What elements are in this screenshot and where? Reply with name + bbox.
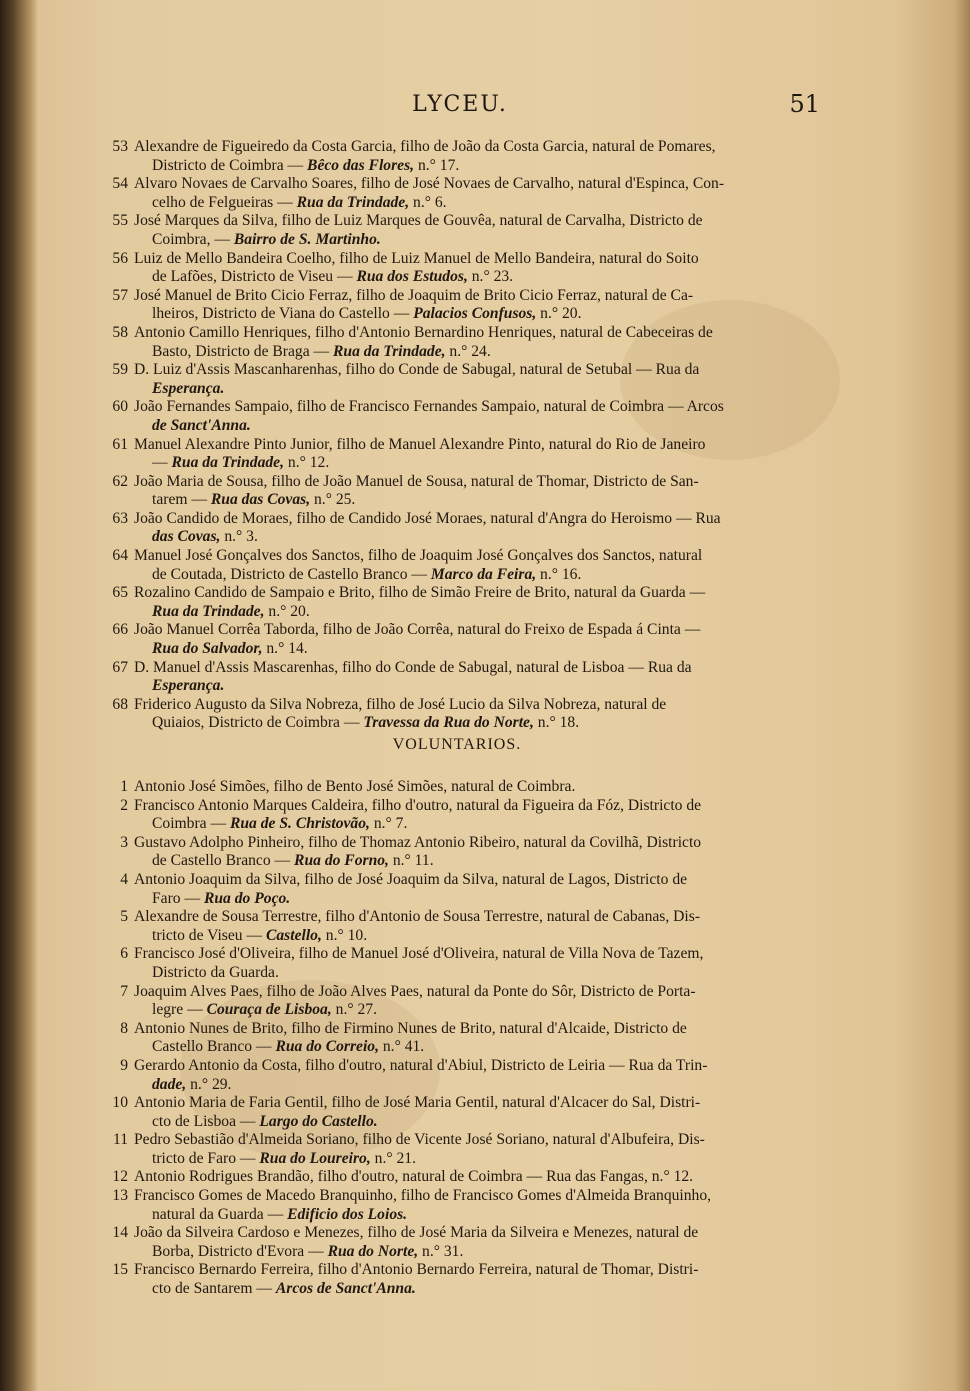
- entry-continuation: [134, 640, 810, 659]
- entry-number: 66: [112, 621, 128, 639]
- entry-continuation: [134, 454, 810, 473]
- entry-address: Rua do Norte,: [327, 1242, 419, 1260]
- entry-continuation: [134, 231, 810, 250]
- entry-continuation-text: legre —: [152, 1001, 207, 1019]
- entry-continuation: [134, 677, 810, 696]
- student-entry: [104, 584, 810, 621]
- entry-continuation-text: cto de Santarem —: [152, 1280, 276, 1298]
- entry-continuation-text: Castello Branco —: [152, 1038, 276, 1056]
- entry-continuation-text: tricto de Viseu —: [152, 926, 266, 944]
- entry-continuation: [134, 1076, 810, 1095]
- volunteer-entry: [104, 1187, 810, 1224]
- entry-text: João Maria de Sousa, filho de João Manuel de Sousa, natural de Thomar, Districto de San-: [134, 472, 699, 490]
- entry-number: 60: [112, 398, 128, 416]
- volunteer-entry: [104, 1224, 810, 1261]
- entry-house-number: n.° 41.: [378, 1038, 425, 1056]
- entry-address: Rua da Trindade,: [152, 602, 265, 620]
- entry-continuation-text: de Castello Branco —: [152, 852, 295, 870]
- entry-address: Rua da Trindade,: [171, 454, 284, 472]
- entry-address: Esperança.: [152, 379, 225, 397]
- entry-number: 65: [112, 584, 128, 602]
- entry-address: Castello,: [265, 926, 322, 944]
- entry-address: Travessa da Rua do Norte,: [363, 714, 534, 732]
- entry-number: 4: [120, 870, 128, 888]
- entry-continuation: [134, 1243, 810, 1262]
- entry-address: Rua de S. Christovão,: [229, 815, 370, 833]
- entry-continuation: [134, 1206, 810, 1225]
- entry-text: Alvaro Novaes de Carvalho Soares, filho de José Novaes de Carvalho, natural d'Espinca, Con-: [134, 175, 725, 193]
- entry-text: Francisco Gomes de Macedo Branquinho, filho de Francisco Gomes d'Almeida Branquinho,: [134, 1187, 712, 1205]
- entry-address: Couraça de Lisboa,: [206, 1001, 332, 1019]
- entry-number: 53: [112, 138, 128, 155]
- entry-text: José Manuel de Brito Cicio Ferraz, filho de Joaquim de Brito Cicio Ferraz, natural de Ca-: [134, 286, 694, 304]
- entry-continuation-text: Faro —: [152, 889, 204, 907]
- student-entry: [104, 324, 810, 361]
- student-entry: [104, 398, 810, 435]
- volunteer-entry: [104, 1094, 810, 1131]
- book-spine-shadow: [0, 0, 38, 1391]
- entry-text: Pedro Sebastião d'Almeida Soriano, filho de Vicente José Soriano, natural d'Albufeira, Dis-: [134, 1131, 705, 1149]
- entry-address: Rua das Covas,: [210, 491, 311, 509]
- entry-number: 58: [112, 323, 128, 341]
- entry-house-number: n.° 11.: [388, 852, 434, 870]
- volunteer-entry: [104, 1131, 810, 1168]
- entry-number: 59: [112, 361, 128, 379]
- entry-continuation-text: Quiaios, Districto de Coimbra —: [152, 714, 364, 732]
- student-entry: [104, 659, 810, 696]
- entry-continuation-text: natural da Guarda —: [152, 1205, 288, 1223]
- entry-text: Francisco José d'Oliveira, filho de Manuel José d'Oliveira, natural de Villa Nova de Tazem,: [134, 945, 704, 963]
- entry-text: Antonio Camillo Henriques, filho d'Antonio Bernardino Henriques, natural de Cabeceiras de: [134, 323, 713, 341]
- entry-address: Rua do Poço.: [203, 889, 291, 907]
- entry-number: 10: [112, 1094, 128, 1112]
- entry-continuation: [134, 194, 810, 213]
- entry-text: Alexandre de Figueiredo da Costa Garcia, filho de João da Costa Garcia, natural de Pomares,: [134, 138, 716, 155]
- entry-continuation: [134, 890, 810, 909]
- volunteer-entry: [104, 834, 810, 871]
- entry-text: Gerardo Antonio da Costa, filho d'outro, natural d'Abiul, Districto de Leiria — Rua da Trin-: [134, 1056, 708, 1074]
- entry-text: D. Luiz d'Assis Mascanharenhas, filho do Conde de Sabugal, natural de Setubal — Rua da: [134, 361, 700, 379]
- entry-house-number: n.° 31.: [418, 1242, 464, 1260]
- entry-house-number: n.° 17.: [414, 156, 460, 174]
- entry-number: 67: [112, 658, 128, 676]
- entry-continuation: [134, 528, 810, 547]
- entry-house-number: n.° 20.: [536, 305, 582, 323]
- entry-text: Manuel José Gonçalves dos Sanctos, filho de Joaquim José Gonçalves dos Sanctos, natural: [134, 547, 703, 565]
- entry-address: Rua do Forno,: [294, 852, 389, 870]
- entry-text: Friderico Augusto da Silva Nobreza, filho de José Lucio da Silva Nobreza, natural de: [134, 695, 667, 713]
- entry-continuation: [134, 815, 810, 834]
- volunteer-entry: [104, 1261, 810, 1298]
- entry-continuation: [134, 417, 810, 436]
- entry-number: 2: [120, 796, 128, 814]
- entry-continuation: [134, 491, 810, 510]
- entry-text: Gustavo Adolpho Pinheiro, filho de Thomaz Antonio Ribeiro, natural da Covilhã, Districto: [134, 833, 702, 851]
- volunteer-entry: [104, 908, 810, 945]
- entry-house-number: n.° 10.: [321, 926, 368, 944]
- entry-number: 11: [112, 1131, 128, 1149]
- entry-address: Bairro de S. Martinho.: [233, 230, 381, 248]
- entry-continuation: [134, 1150, 810, 1169]
- entry-continuation-text: tricto de Faro —: [152, 1149, 260, 1167]
- student-entry: [104, 436, 810, 473]
- entry-continuation: [134, 566, 810, 585]
- entry-text: Alexandre de Sousa Terrestre, filho d'Antonio de Sousa Terrestre, natural de Cabanas, Dis-: [134, 908, 701, 926]
- entry-continuation-text: Districto da Guarda.: [152, 963, 279, 981]
- entry-number: 54: [112, 175, 128, 193]
- entry-address: Arcos de Sanct'Anna.: [275, 1280, 416, 1298]
- entry-continuation: [134, 927, 810, 946]
- entry-number: 3: [120, 833, 128, 851]
- page-edge-shadow: [954, 0, 970, 1391]
- volunteer-entry: [104, 778, 810, 797]
- entry-continuation: [134, 964, 810, 983]
- entry-text: Antonio Rodrigues Brandão, filho d'outro, natural de Coimbra — Rua das Fangas, n.° 12.: [134, 1168, 694, 1186]
- volunteer-entry: [104, 1057, 810, 1094]
- entry-house-number: n.° 14.: [262, 640, 308, 658]
- entry-house-number: n.° 6.: [409, 193, 447, 211]
- entry-continuation: [134, 268, 810, 287]
- entry-number: 13: [112, 1187, 128, 1205]
- entry-number: 62: [112, 472, 128, 490]
- student-entry: [104, 138, 810, 175]
- entry-house-number: n.° 21.: [370, 1149, 416, 1167]
- entry-continuation: [134, 1001, 810, 1020]
- volunteer-entry: [104, 1168, 810, 1187]
- entry-text: Antonio Joaquim da Silva, filho de José Joaquim da Silva, natural de Lagos, Districto de: [134, 870, 688, 888]
- entry-address: Rua do Salvador,: [152, 640, 263, 658]
- entry-number: 68: [112, 695, 128, 713]
- entry-address: Edificio dos Loios.: [287, 1205, 408, 1223]
- entry-continuation: [134, 305, 810, 324]
- volunteer-entry: [104, 871, 810, 908]
- student-entry: [104, 175, 810, 212]
- entry-house-number: n.° 3.: [220, 528, 258, 546]
- entry-number: 6: [120, 945, 128, 963]
- entry-number: 9: [120, 1056, 128, 1074]
- entry-house-number: n.° 29.: [186, 1075, 232, 1093]
- entry-number: 56: [112, 249, 128, 267]
- entry-continuation-text: lheiros, Districto de Viana do Castello —: [152, 305, 414, 323]
- entry-continuation-text: cto de Lisboa —: [152, 1112, 260, 1130]
- entry-house-number: n.° 16.: [536, 565, 582, 583]
- section-heading: VOLUNTARIOS.: [392, 736, 522, 753]
- student-entry: [104, 696, 810, 733]
- entry-continuation: [134, 1113, 810, 1132]
- entry-continuation-text: Basto, Districto de Braga —: [152, 342, 334, 360]
- entry-address: Rua do Correio,: [275, 1038, 379, 1056]
- volunteer-entry: [104, 797, 810, 834]
- entry-address: Bêco das Flores,: [307, 156, 415, 174]
- student-entry: [104, 510, 810, 547]
- entry-number: 55: [112, 212, 128, 230]
- entry-address: Rua dos Estudos,: [356, 268, 468, 286]
- entry-continuation: [134, 603, 810, 622]
- entry-number: 8: [120, 1019, 128, 1037]
- entry-address: das Covas,: [152, 528, 221, 546]
- entry-text: Antonio José Simões, filho de Bento José Simões, natural de Coimbra.: [134, 778, 576, 795]
- entry-address: Rua da Trindade,: [296, 193, 410, 211]
- entry-continuation-text: de Lafões, Districto de Viseu —: [152, 268, 357, 286]
- entry-text: João da Silveira Cardoso e Menezes, filho de José Maria da Silveira e Menezes, natural de: [134, 1224, 699, 1242]
- student-entry: [104, 547, 810, 584]
- entry-text: Antonio Nunes de Brito, filho de Firmino Nunes de Brito, natural d'Alcaide, Districto de: [134, 1019, 687, 1037]
- entry-continuation-text: tarem —: [152, 491, 211, 509]
- student-entry: [104, 473, 810, 510]
- entry-house-number: n.° 18.: [533, 714, 580, 732]
- entry-house-number: n.° 7.: [369, 815, 408, 833]
- entry-continuation-text: Coimbra, —: [152, 230, 234, 248]
- entry-text: João Candido de Moraes, filho de Candido José Moraes, natural d'Angra do Heroismo — Rua: [134, 509, 721, 527]
- entry-continuation-text: de Coutada, Districto de Castello Branco —: [152, 565, 431, 583]
- volunteer-entry: [104, 983, 810, 1020]
- student-entry: [104, 250, 810, 287]
- entry-house-number: n.° 24.: [445, 342, 491, 360]
- students-list: [104, 138, 810, 733]
- entry-continuation: [134, 157, 810, 176]
- student-entry: [104, 212, 810, 249]
- entry-address: Rua do Loureiro,: [259, 1149, 371, 1167]
- entry-number: 63: [112, 509, 128, 527]
- entry-continuation: [134, 380, 810, 399]
- entry-text: José Marques da Silva, filho de Luiz Marques de Gouvêa, natural de Carvalha, Districto de: [134, 212, 703, 230]
- entry-text: D. Manuel d'Assis Mascarenhas, filho do Conde de Sabugal, natural de Lisboa — Rua da: [134, 658, 692, 676]
- entry-address: Palacios Confusos,: [413, 305, 537, 323]
- entry-number: 64: [112, 547, 128, 565]
- entry-text: Luiz de Mello Bandeira Coelho, filho de Luiz Manuel de Mello Bandeira, natural do Soito: [134, 249, 699, 267]
- entry-text: João Manuel Corrêa Taborda, filho de João Corrêa, natural do Freixo de Espada á Cinta —: [134, 621, 701, 639]
- entry-address: Largo do Castello.: [259, 1112, 378, 1130]
- entry-text: Francisco Bernardo Ferreira, filho d'Antonio Bernardo Ferreira, natural de Thomar, Distri-: [134, 1261, 699, 1279]
- entry-number: 12: [112, 1168, 128, 1186]
- entry-continuation-text: celho de Felgueiras —: [152, 193, 297, 211]
- entry-house-number: n.° 27.: [331, 1001, 377, 1019]
- entry-number: 61: [112, 435, 128, 453]
- entry-text: João Fernandes Sampaio, filho de Francisco Fernandes Sampaio, natural de Coimbra — Arcos: [134, 398, 724, 416]
- entry-text: Antonio Maria de Faria Gentil, filho de José Maria Gentil, natural d'Alcacer do Sal, Distri-: [134, 1094, 701, 1112]
- entry-continuation: [134, 1038, 810, 1057]
- entry-number: 5: [120, 908, 128, 926]
- entry-continuation: [134, 852, 810, 871]
- entry-continuation-text: Districto de Coimbra —: [152, 156, 308, 174]
- entry-number: 7: [120, 982, 128, 1000]
- student-entry: [104, 361, 810, 398]
- entry-text: Rozalino Candido de Sampaio e Brito, filho de Simão Freire de Brito, natural da Guarda —: [134, 584, 706, 602]
- entry-address: dade,: [152, 1075, 187, 1093]
- entry-continuation: [134, 714, 810, 733]
- entry-text: Manuel Alexandre Pinto Junior, filho de Manuel Alexandre Pinto, natural do Rio de Janeiro: [134, 435, 706, 453]
- entry-number: 1: [120, 778, 128, 795]
- entry-continuation-text: Borba, Districto d'Evora —: [152, 1242, 328, 1260]
- running-head: [100, 92, 820, 132]
- student-entry: [104, 287, 810, 324]
- entry-address: Esperança.: [152, 677, 225, 695]
- entry-continuation: [134, 343, 810, 362]
- entry-continuation: [134, 1280, 810, 1299]
- entry-number: 15: [112, 1261, 128, 1279]
- entry-text: Francisco Antonio Marques Caldeira, filho d'outro, natural da Figueira da Fóz, Districto de: [134, 796, 702, 814]
- entry-house-number: n.° 12.: [284, 454, 330, 472]
- entry-address: Marco da Feira,: [430, 565, 537, 583]
- entry-address: Rua da Trindade,: [333, 342, 446, 360]
- volunteer-entry: [104, 945, 810, 982]
- entry-number: 14: [112, 1224, 128, 1242]
- running-title: LYCEU.: [412, 92, 508, 117]
- entry-continuation-text: —: [152, 454, 172, 472]
- entry-address: de Sanct'Anna.: [152, 416, 251, 434]
- entry-continuation-text: Coimbra —: [152, 815, 230, 833]
- student-entry: [104, 621, 810, 658]
- entry-house-number: n.° 23.: [467, 268, 514, 286]
- entry-number: 57: [112, 286, 128, 304]
- volunteer-entry: [104, 1020, 810, 1057]
- volunteers-list: [104, 778, 810, 1299]
- page-number: 51: [789, 90, 820, 118]
- entry-text: Joaquim Alves Paes, filho de João Alves Paes, natural da Ponte do Sôr, Districto de Porta-: [134, 982, 696, 1000]
- entry-house-number: n.° 25.: [310, 491, 356, 509]
- entry-house-number: n.° 20.: [264, 602, 310, 620]
